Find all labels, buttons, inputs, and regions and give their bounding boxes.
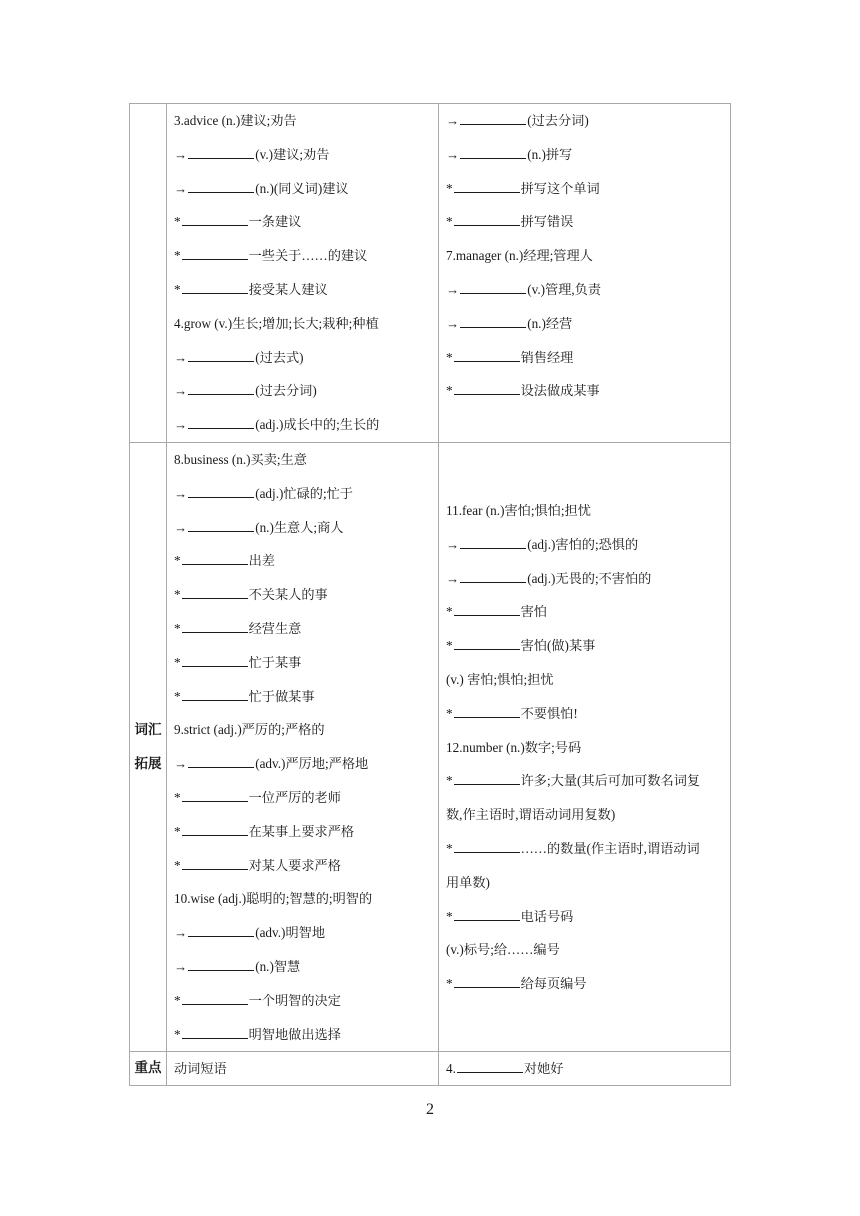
entry-text: 一个明智的决定 <box>248 992 341 1008</box>
entry-line <box>446 764 730 798</box>
entry-line <box>446 933 730 967</box>
entry-text: (adj.)害怕的;恐惧的 <box>527 536 639 552</box>
entry-prefix: → <box>174 349 188 365</box>
entry-line <box>446 629 730 663</box>
entry-text: 害怕(做)某事 <box>520 638 596 654</box>
entry-line <box>174 511 438 545</box>
right-column-cell <box>439 443 731 1052</box>
answer-blank[interactable] <box>460 313 526 328</box>
answer-blank[interactable] <box>188 414 254 429</box>
entry-prefix: * <box>446 908 453 924</box>
entry-line <box>174 239 438 273</box>
entry-prefix: * <box>446 638 453 654</box>
entry-line <box>174 747 438 781</box>
entry-line <box>174 1018 438 1052</box>
answer-blank[interactable] <box>182 550 248 565</box>
right-column-cell <box>439 1052 731 1086</box>
answer-blank[interactable] <box>182 584 248 599</box>
entry-prefix: 4. <box>446 1061 456 1077</box>
entry-line <box>446 832 730 866</box>
entry-text: 用单数) <box>446 874 490 890</box>
entry-prefix: → <box>174 180 188 196</box>
answer-blank[interactable] <box>182 855 248 870</box>
answer-blank[interactable] <box>454 178 520 193</box>
entry-prefix: * <box>174 789 181 805</box>
entry-text: 一条建议 <box>248 214 302 230</box>
right-column-cell <box>439 104 731 443</box>
answer-blank[interactable] <box>188 144 254 159</box>
entry-prefix: * <box>174 248 181 264</box>
entry-line <box>174 916 438 950</box>
entry-text: 出差 <box>248 553 275 569</box>
category-cell <box>130 104 167 443</box>
table-row <box>130 443 731 1052</box>
answer-blank[interactable] <box>454 770 520 785</box>
entry-prefix: * <box>174 281 181 297</box>
entry-text: (n.)经营 <box>527 315 573 331</box>
entry-text: 对她好 <box>523 1061 564 1077</box>
entry-line <box>446 273 730 307</box>
answer-blank[interactable] <box>460 144 526 159</box>
entry-line <box>174 646 438 680</box>
answer-blank[interactable] <box>188 380 254 395</box>
spacer <box>446 443 730 494</box>
entry-line <box>446 341 730 375</box>
entry-line <box>446 866 730 900</box>
answer-blank[interactable] <box>188 517 254 532</box>
entry-line <box>446 205 730 239</box>
answer-blank[interactable] <box>182 652 248 667</box>
answer-blank[interactable] <box>454 703 520 718</box>
entry-line <box>446 663 730 697</box>
vocabulary-table <box>129 103 731 1086</box>
entry-line <box>174 205 438 239</box>
entry-prefix: * <box>174 857 181 873</box>
answer-blank[interactable] <box>460 568 526 583</box>
entry-line <box>174 374 438 408</box>
entry-text: (adj.)忙碌的;忙于 <box>255 485 353 501</box>
entry-text: (过去分词) <box>527 113 589 128</box>
entry-text: (v.)建议;劝告 <box>255 146 330 162</box>
answer-blank[interactable] <box>454 380 520 395</box>
entry-text: 4.grow (v.)生长;增加;长大;栽种;种植 <box>174 315 379 331</box>
entry-line: 动词短语 <box>174 1061 227 1077</box>
answer-blank[interactable] <box>188 178 254 193</box>
entry-text: 不关某人的事 <box>248 587 328 603</box>
answer-blank[interactable] <box>454 211 520 226</box>
entry-prefix: → <box>174 756 188 772</box>
entry-line <box>174 815 438 849</box>
entry-line <box>446 374 730 408</box>
entry-prefix: → <box>174 958 188 974</box>
entry-text: 明智地做出选择 <box>248 1026 341 1042</box>
entry-prefix: * <box>446 840 453 856</box>
answer-blank[interactable] <box>188 753 254 768</box>
entry-line <box>174 680 438 714</box>
entry-prefix: → <box>174 925 188 941</box>
entry-line <box>174 612 438 646</box>
entry-line <box>446 172 730 206</box>
left-column-cell <box>167 443 439 1052</box>
entry-line <box>446 562 730 596</box>
entry-text: (adv.)明智地 <box>255 925 326 941</box>
entry-line <box>174 172 438 206</box>
entry-text: 许多;大量(其后可加可数名词复 <box>520 773 701 789</box>
entry-text: 对某人要求严格 <box>248 857 341 873</box>
entry-line <box>446 138 730 172</box>
entry-text: (v.) 害怕;惧怕;担忧 <box>446 671 554 687</box>
entry-prefix: * <box>446 705 453 721</box>
entry-line <box>446 1052 730 1085</box>
entry-line <box>174 104 438 138</box>
entry-text: (过去分词) <box>255 383 317 399</box>
entry-text: 忙于做某事 <box>248 688 315 704</box>
answer-blank[interactable] <box>188 922 254 937</box>
answer-blank[interactable] <box>188 483 254 498</box>
entry-text: (v.)标号;给……编号 <box>446 942 560 958</box>
entry-line <box>446 900 730 934</box>
answer-blank[interactable] <box>182 279 248 294</box>
entry-prefix: * <box>174 620 181 636</box>
entry-line <box>446 798 730 832</box>
entry-prefix: → <box>446 315 460 331</box>
entry-line <box>174 713 438 747</box>
answer-blank[interactable] <box>454 838 520 853</box>
answer-blank[interactable] <box>460 110 526 125</box>
entry-prefix: → <box>446 281 460 297</box>
entry-text: (n.)生意人;商人 <box>255 519 344 535</box>
entry-text: 销售经理 <box>520 349 574 365</box>
entry-prefix: → <box>174 485 188 501</box>
entry-line <box>446 697 730 731</box>
entry-prefix: → <box>446 536 460 552</box>
entry-line <box>446 494 730 528</box>
answer-blank[interactable] <box>454 635 520 650</box>
entry-prefix: → <box>174 383 188 399</box>
answer-blank[interactable] <box>457 1058 523 1073</box>
entry-line <box>174 307 438 341</box>
entry-line <box>446 307 730 341</box>
entry-line <box>174 443 438 477</box>
entry-line <box>446 595 730 629</box>
answer-blank[interactable] <box>182 787 248 802</box>
table-row <box>130 1052 731 1086</box>
answer-blank[interactable] <box>182 618 248 633</box>
category-cell <box>130 443 167 1052</box>
entry-text: 不要惧怕! <box>520 705 578 721</box>
entry-prefix: * <box>174 823 181 839</box>
answer-blank[interactable] <box>182 1024 248 1039</box>
entry-line <box>174 273 438 307</box>
entry-text: 给每页编号 <box>520 976 587 992</box>
entry-prefix: → <box>446 146 460 162</box>
entry-prefix: → <box>446 113 460 128</box>
entry-text: (n.)拼写 <box>527 146 573 162</box>
entry-line <box>446 967 730 1001</box>
entry-line <box>174 544 438 578</box>
entry-text: 9.strict (adj.)严厉的;严格的 <box>174 722 325 738</box>
entry-text: (adj.)成长中的;生长的 <box>255 417 380 433</box>
entry-prefix: * <box>174 214 181 230</box>
answer-blank[interactable] <box>454 347 520 362</box>
table-row <box>130 104 731 443</box>
entry-line <box>174 781 438 815</box>
entry-line <box>174 477 438 511</box>
entry-prefix: * <box>446 349 453 365</box>
entry-text: 忙于某事 <box>248 654 302 670</box>
entry-text: ……的数量(作主语时,谓语动词 <box>520 840 700 856</box>
entry-prefix: * <box>446 773 453 789</box>
entry-line <box>174 578 438 612</box>
entry-text: (adj.)无畏的;不害怕的 <box>527 570 652 586</box>
entry-prefix: * <box>446 214 453 230</box>
entry-text: 11.fear (n.)害怕;惧怕;担忧 <box>446 503 591 518</box>
answer-blank[interactable] <box>454 601 520 616</box>
entry-text: 7.manager (n.)经理;管理人 <box>446 248 593 264</box>
entry-prefix: → <box>174 417 188 433</box>
entry-text: 8.business (n.)买卖;生意 <box>174 452 307 467</box>
entry-line <box>174 984 438 1018</box>
category-label: 词汇 <box>134 722 162 739</box>
entry-line <box>174 882 438 916</box>
answer-blank[interactable] <box>182 245 248 260</box>
entry-prefix: * <box>446 383 453 399</box>
answer-blank[interactable] <box>460 534 526 549</box>
entry-text: (adv.)严厉地;严格地 <box>255 756 369 772</box>
entry-text: 拼写错误 <box>520 214 574 230</box>
entry-text: 拼写这个单词 <box>520 180 600 196</box>
entry-line <box>446 239 730 273</box>
entry-text: 数,作主语时,谓语动词用复数) <box>446 807 616 823</box>
entry-line <box>446 104 730 138</box>
entry-text: (过去式) <box>255 349 304 365</box>
answer-blank[interactable] <box>182 211 248 226</box>
left-column-cell <box>167 104 439 443</box>
entry-prefix: * <box>174 688 181 704</box>
entry-text: (v.)管理,负责 <box>527 281 602 297</box>
answer-blank[interactable] <box>454 906 520 921</box>
answer-blank[interactable] <box>460 279 526 294</box>
answer-blank[interactable] <box>182 821 248 836</box>
entry-text: 在某事上要求严格 <box>248 823 355 839</box>
answer-blank[interactable] <box>182 686 248 701</box>
entry-line <box>174 341 438 375</box>
entry-text: 接受某人建议 <box>248 281 328 297</box>
entry-line <box>174 950 438 984</box>
entry-text: 一些关于……的建议 <box>248 248 368 264</box>
left-column-cell <box>167 1052 439 1086</box>
answer-blank[interactable] <box>182 990 248 1005</box>
entry-text: 设法做成某事 <box>520 383 600 399</box>
entry-prefix: * <box>174 553 181 569</box>
entry-text: 电话号码 <box>520 908 574 924</box>
category-cell: 重点 <box>130 1052 167 1086</box>
page-number: 2 <box>426 1101 434 1118</box>
entry-prefix: * <box>174 992 181 1008</box>
entry-line <box>174 849 438 883</box>
answer-blank[interactable] <box>454 973 520 988</box>
entry-prefix: * <box>174 587 181 603</box>
category-label: 拓展 <box>134 756 162 773</box>
entry-prefix: → <box>174 519 188 535</box>
entry-prefix: * <box>446 180 453 196</box>
entry-prefix: * <box>446 604 453 620</box>
entry-prefix: * <box>446 976 453 992</box>
entry-text: 3.advice (n.)建议;劝告 <box>174 113 297 128</box>
entry-line <box>174 138 438 172</box>
entry-line <box>174 408 438 442</box>
entry-text: (n.)(同义词)建议 <box>255 180 349 196</box>
entry-prefix: → <box>174 146 188 162</box>
entry-text: 12.number (n.)数字;号码 <box>446 739 582 755</box>
entry-line <box>446 731 730 765</box>
entry-text: 一位严厉的老师 <box>248 789 341 805</box>
entry-prefix: * <box>174 654 181 670</box>
entry-text: 害怕 <box>520 604 547 620</box>
answer-blank[interactable] <box>188 347 254 362</box>
answer-blank[interactable] <box>188 956 254 971</box>
entry-prefix: → <box>446 570 460 586</box>
entry-prefix: * <box>174 1026 181 1042</box>
entry-line <box>446 528 730 562</box>
entry-text: (n.)智慧 <box>255 958 301 974</box>
entry-text: 经营生意 <box>248 620 302 636</box>
entry-text: 10.wise (adj.)聪明的;智慧的;明智的 <box>174 891 373 907</box>
